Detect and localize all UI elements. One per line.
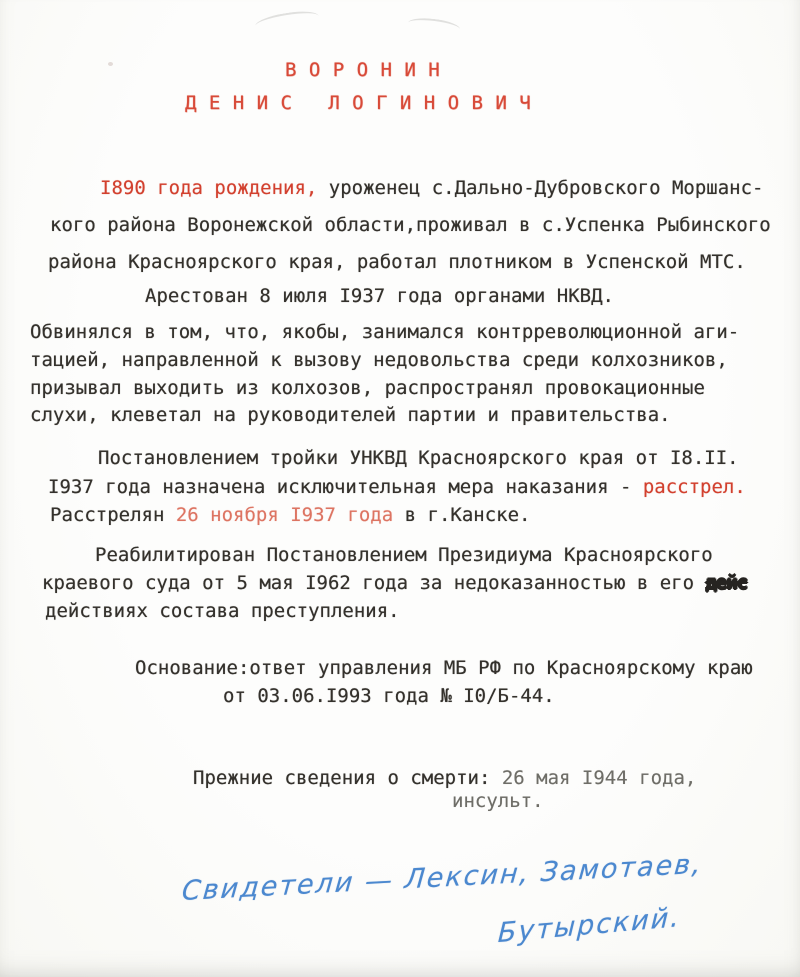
typed-line-18 (452, 791, 544, 813)
handwritten-line1: Свидетели — Лексин, Замотаев, (180, 848, 705, 908)
typed-line-12 (95, 545, 713, 567)
text-segment: инсульт. (452, 790, 544, 812)
typed-line-11 (50, 505, 530, 527)
given-name-patronymic-header: Д Е Н И С Л О Г И Н О В И Ч (185, 92, 532, 114)
text-segment: Постановлением тройки УНКВД Красноярского края от I8.II. (98, 447, 739, 469)
typed-line-6 (30, 350, 728, 372)
typed-line-5 (30, 322, 739, 344)
text-segment: Основание:ответ управления МБ РФ по Красноярскому краю (135, 657, 753, 679)
typed-line-15 (135, 658, 753, 680)
text-segment: от 03.06.I993 года № I0/Б-44. (223, 685, 555, 707)
pencil-smudge (254, 8, 320, 34)
text-segment: Обвинялся в том, что, якобы, занимался контрреволюционной аги- (30, 321, 740, 343)
text-segment: кого района Воронежской области,проживал в с.Успенка Рыбинского (50, 214, 771, 236)
text-segment: тацией, направленной к вызову недовольства среди колхозников, (30, 349, 728, 371)
text-segment: уроженец с.Дально-Дубровского Моршанс- (317, 177, 764, 199)
text-segment: Расстрелян (50, 504, 176, 526)
text-segment: призывал выходить из колхозов, распространял провокационные (30, 377, 705, 399)
typed-line-4 (145, 286, 614, 308)
typed-line-10 (48, 477, 746, 499)
typed-line-2 (50, 215, 771, 237)
text-segment: Реабилитирован Постановлением Президиума Красноярского (95, 544, 713, 566)
typed-line-9 (98, 448, 739, 470)
typed-line-13 (42, 573, 747, 595)
text-segment: I890 года рождения, (100, 177, 318, 199)
handwritten-line2: Бутырский. (497, 901, 682, 950)
typed-line-16 (223, 686, 555, 708)
text-segment: I937 года назначена исключительная мера наказания - (48, 476, 643, 498)
typed-line-14 (45, 601, 400, 623)
text-segment: слухи, клеветал на руководителей партии и правительства. (30, 404, 671, 426)
typed-line-17 (193, 768, 696, 790)
typed-line-3 (48, 252, 746, 274)
text-segment: Арестован 8 июля I937 года органами НКВД. (145, 285, 614, 307)
overstruck-text-segment: дейс (705, 572, 748, 594)
paper-speck (108, 62, 113, 66)
text-segment: расстрел. (642, 476, 746, 498)
text-segment: 26 ноября I937 года (175, 504, 394, 526)
typed-line-7 (30, 378, 705, 400)
pencil-smudge (407, 16, 460, 36)
text-segment: действиях состава преступления. (45, 600, 400, 622)
surname-header: В О Р О Н И Н (285, 59, 441, 81)
text-segment: района Красноярского края, работал плотником в Успенской МТС. (48, 251, 746, 273)
text-segment: 26 мая I944 года, (501, 767, 697, 789)
typed-line-1 (100, 178, 763, 200)
text-segment: краевого суда от 5 мая I962 года за недоказанностью в его (42, 572, 706, 594)
text-segment: в г.Канске. (393, 504, 531, 526)
typed-line-8 (30, 405, 671, 427)
text-segment: Прежние сведения о смерти: (193, 767, 502, 789)
